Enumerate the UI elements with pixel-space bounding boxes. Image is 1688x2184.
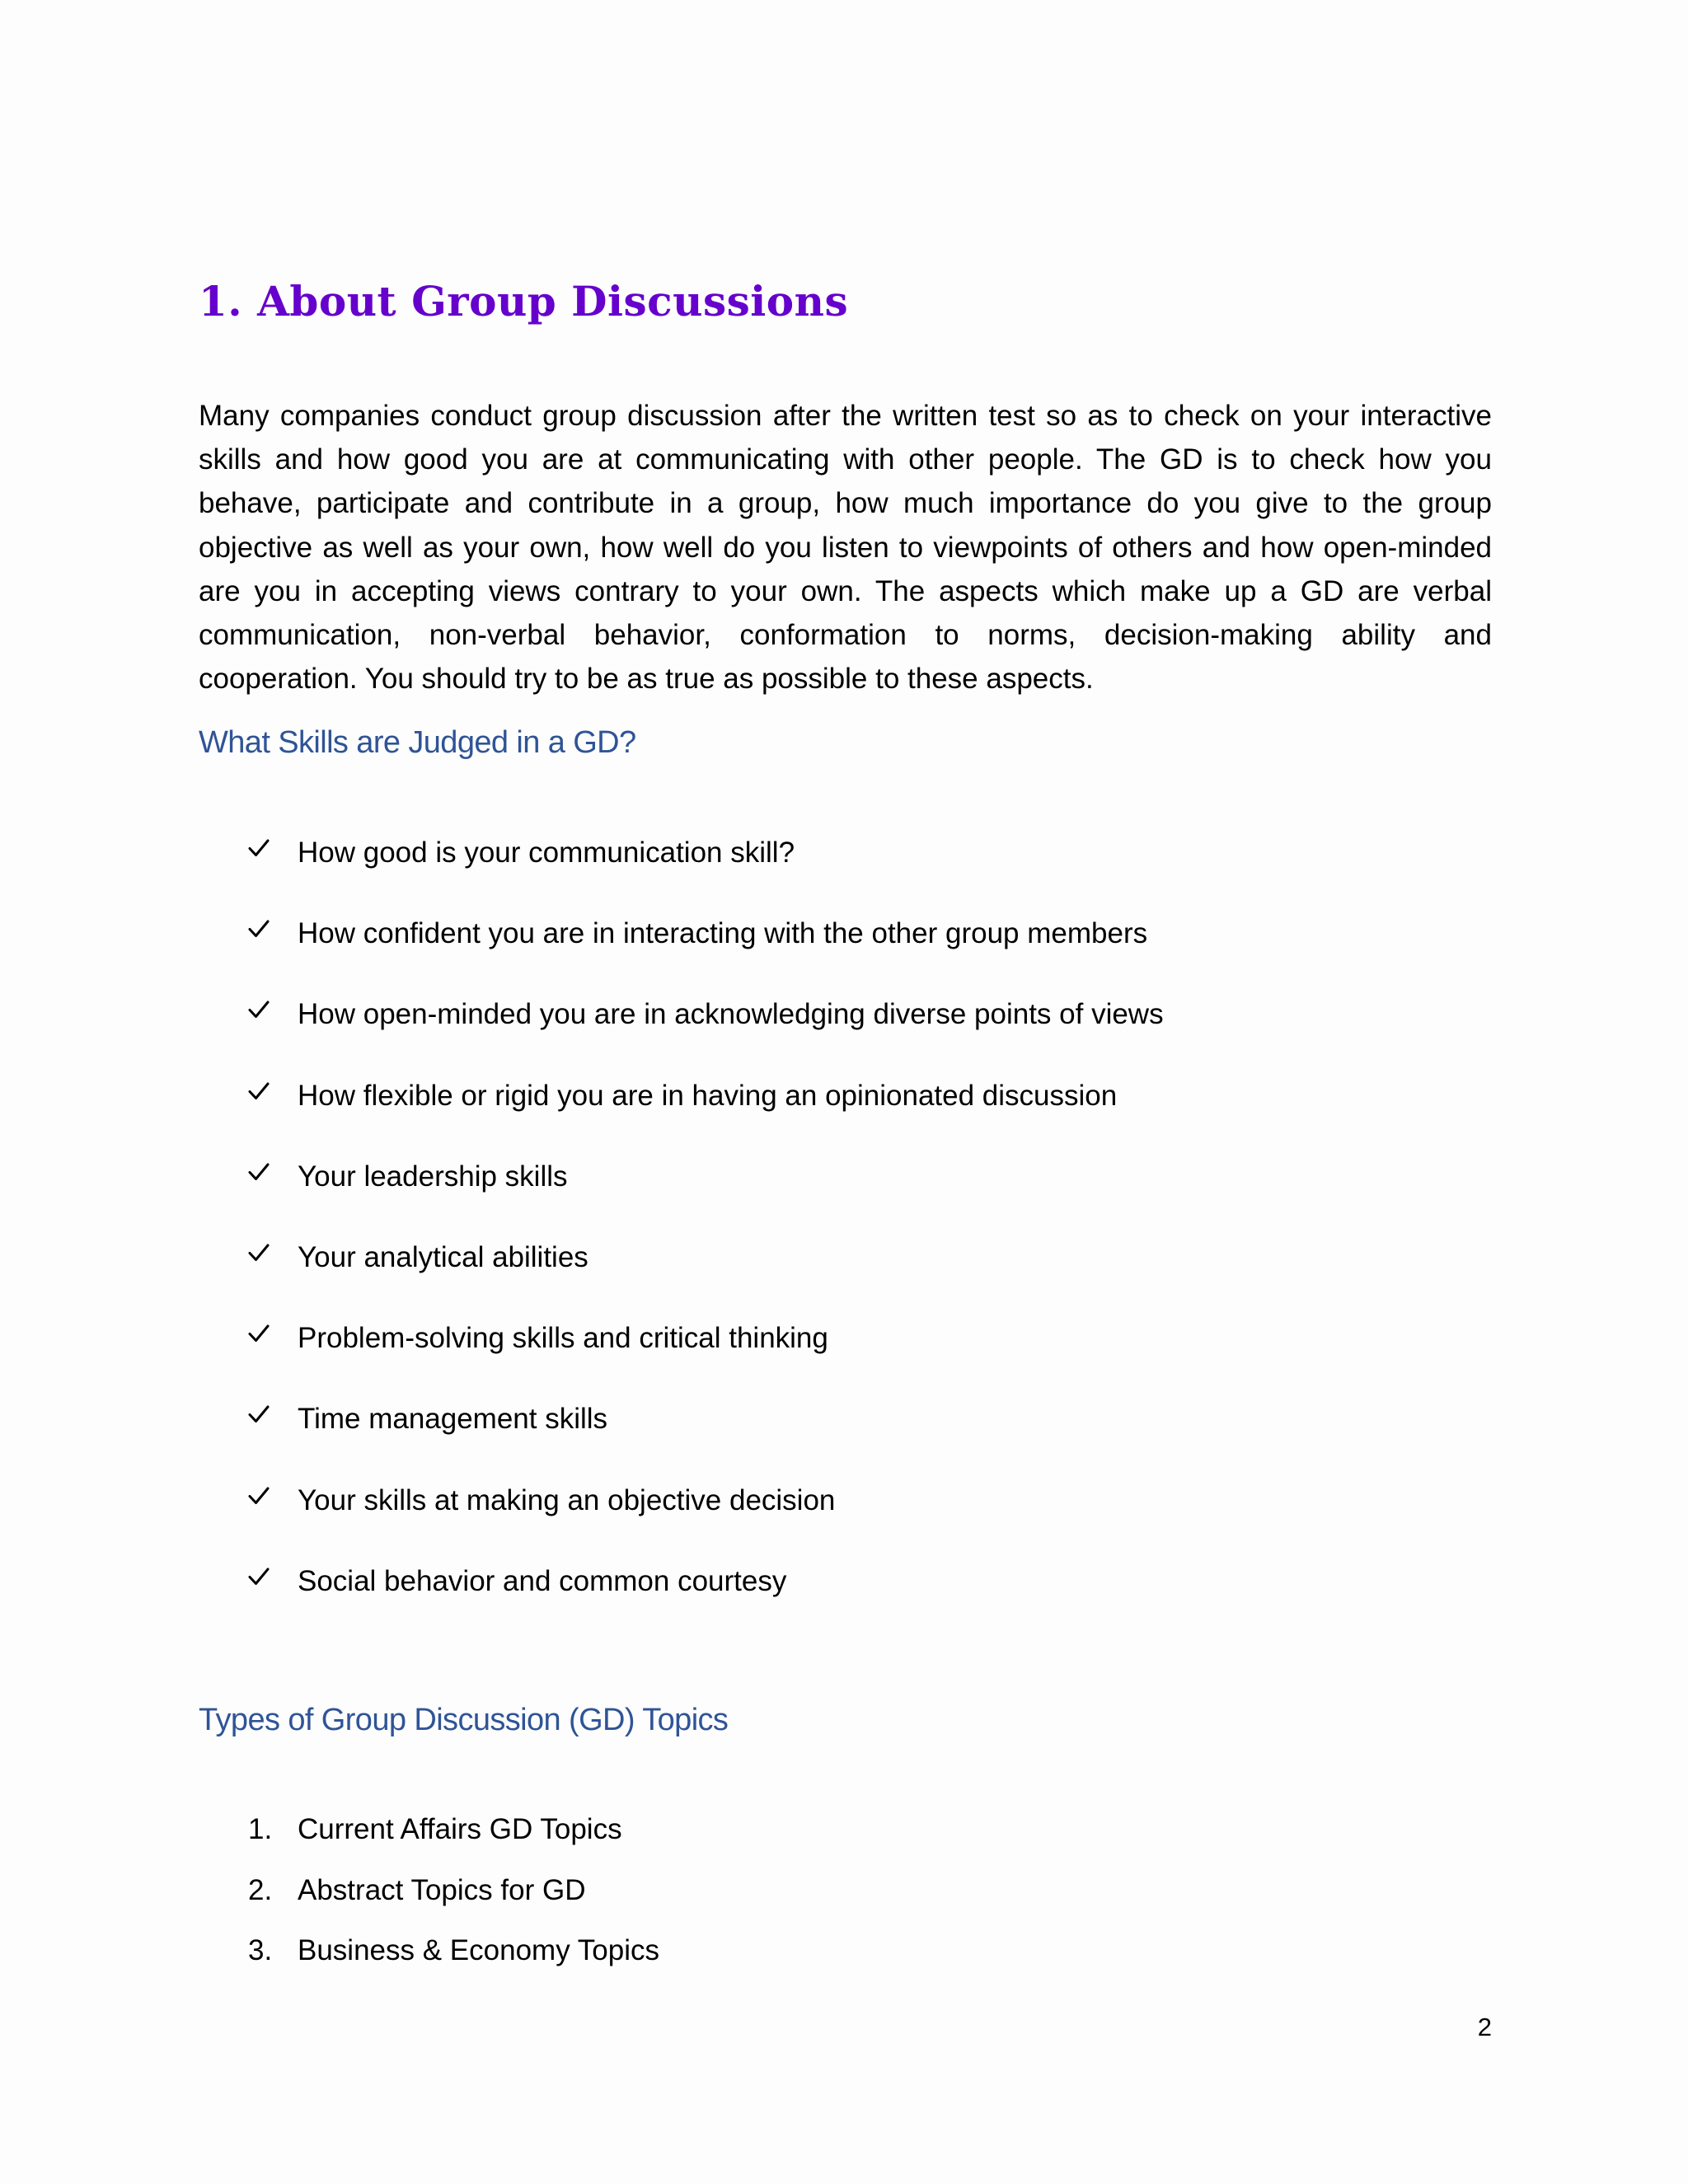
skill-text: How good is your communication skill? bbox=[298, 837, 795, 869]
skills-section-heading: What Skills are Judged in a GD? bbox=[199, 725, 636, 760]
checkmark-icon bbox=[248, 1557, 273, 1606]
checkmark-icon bbox=[248, 828, 273, 878]
checkmark-icon bbox=[248, 1233, 273, 1282]
checkmark-icon bbox=[248, 1071, 273, 1121]
skill-text: Social behavior and common courtesy bbox=[298, 1564, 787, 1597]
skill-text: Problem-solving skills and critical thinking bbox=[298, 1322, 828, 1355]
page-number: 2 bbox=[1477, 2013, 1492, 2041]
skill-text: Your analytical abilities bbox=[298, 1240, 588, 1273]
main-heading: 1. About Group Discussions bbox=[199, 277, 849, 326]
checkmark-icon bbox=[248, 1314, 273, 1363]
topic-text: Abstract Topics for GD bbox=[298, 1873, 586, 1906]
topic-number: 1. bbox=[248, 1813, 273, 1845]
skill-text: Your skills at making an objective decision bbox=[298, 1483, 836, 1516]
topics-section-heading: Types of Group Discussion (GD) Topics bbox=[199, 1703, 729, 1737]
topic-number: 3. bbox=[248, 1934, 273, 1966]
checkmark-icon bbox=[248, 990, 273, 1039]
checkmark-icon bbox=[248, 1476, 273, 1526]
topic-text: Business & Economy Topics bbox=[298, 1934, 660, 1966]
topic-text: Current Affairs GD Topics bbox=[298, 1813, 622, 1845]
intro-paragraph: Many companies conduct group discussion after the written test so as to check on your interactive skills and how good you are at communicating with other people. The GD is to check how you behave, participate and contribute in a group, how much importance do you give to the group objective as well as your own, how well do you listen to viewpoints of others and how open-minded are you in accepting views contrary to your own. The aspects which make up a GD are verbal communication, non-verbal behavior, conformation to norms, decision-making ability and cooperation. You should try to be as true as possible to these aspects. bbox=[199, 400, 1492, 696]
skill-text: Your leadership skills bbox=[298, 1160, 568, 1193]
checkmark-icon bbox=[248, 1394, 273, 1444]
checkmark-icon bbox=[248, 909, 273, 958]
skill-text: Time management skills bbox=[298, 1403, 608, 1436]
topic-number: 2. bbox=[248, 1873, 273, 1906]
skill-text: How flexible or rigid you are in having an opinionated discussion bbox=[298, 1079, 1118, 1112]
checkmark-icon bbox=[248, 1152, 273, 1202]
skill-text: How open-minded you are in acknowledging diverse points of views bbox=[298, 998, 1164, 1031]
skill-text: How confident you are in interacting with the other group members bbox=[298, 917, 1148, 950]
